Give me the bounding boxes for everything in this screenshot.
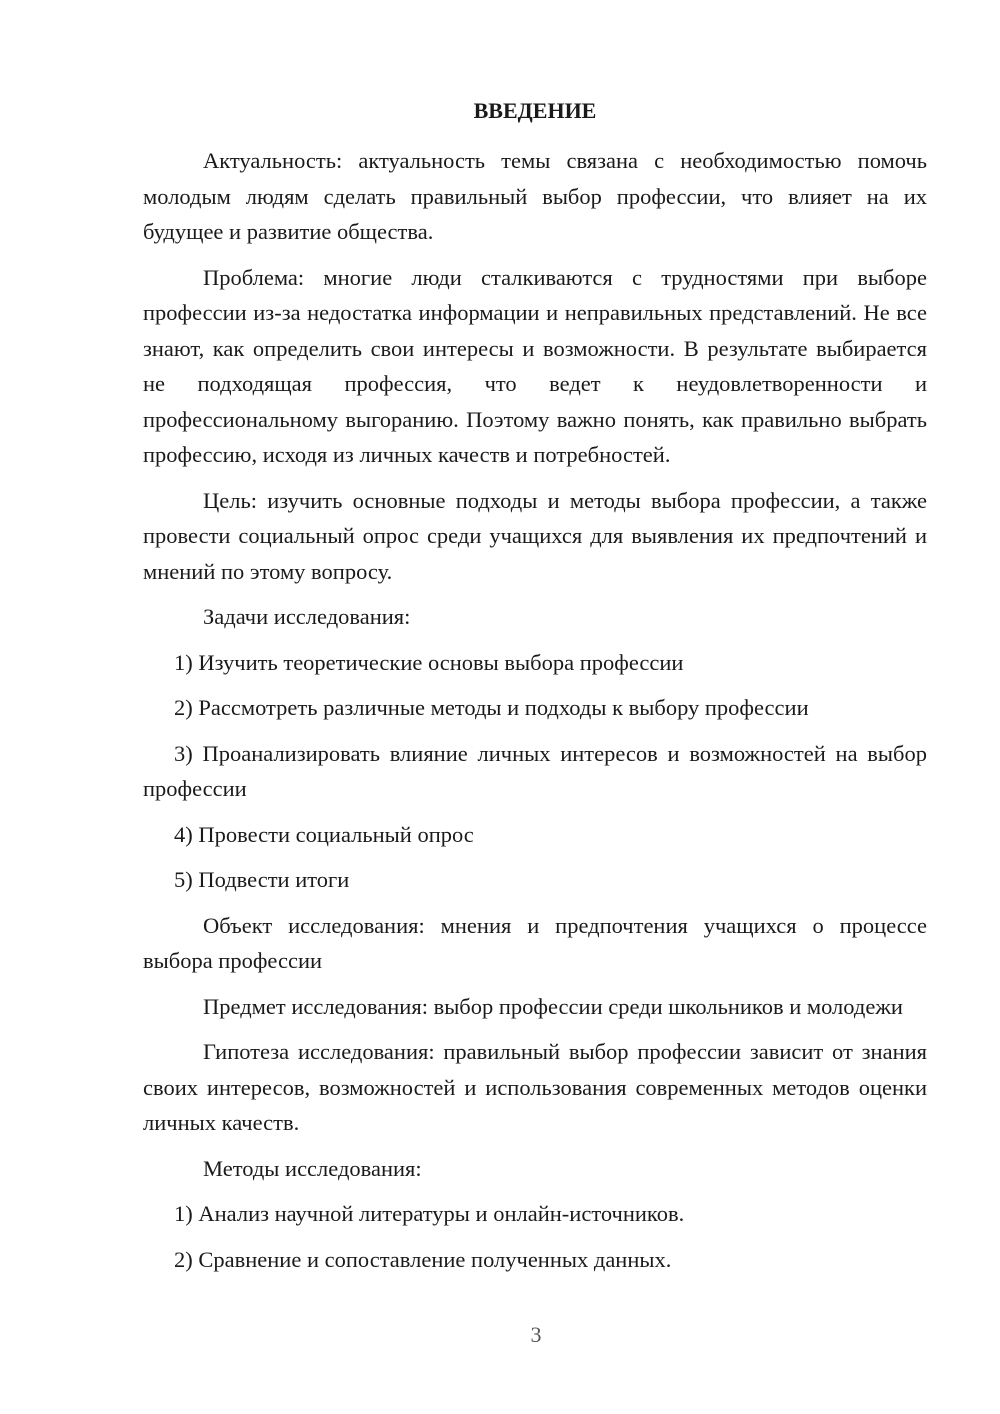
task-item: 1) Изучить теоретические основы выбора профессии xyxy=(174,649,684,675)
document-page xyxy=(143,93,927,1287)
page-number: 3 xyxy=(530,1322,542,1347)
method-item: 1) Анализ научной литературы и онлайн-источников. xyxy=(174,1201,685,1226)
object-paragraph: Объект исследования: мнения и предпочтения учащихся о процессе выбора профессии xyxy=(143,912,927,973)
methods-title: Методы исследования: xyxy=(203,1155,422,1181)
task-item: 3) Проанализировать влияние личных интересов и возможностей на выбор профессии xyxy=(143,740,927,801)
task-item: 4) Провести социальный опрос xyxy=(174,821,474,847)
subject-paragraph: Предмет исследования: выбор профессии среди школьников и молодежи xyxy=(203,993,903,1019)
goal-paragraph: Цель: изучить основные подходы и методы выбора профессии, а также провести социальный опрос среди учащихся для выявления их предпочтений и мнений по этому вопросу. xyxy=(143,487,927,584)
relevance-paragraph: Актуальность: актуальность темы связана с необходимостью помочь молодым людям сделать правильный выбор профессии, что влияет на их будущее и развитие общества. xyxy=(143,148,927,244)
method-item: 2) Сравнение и сопоставление полученных данных. xyxy=(174,1246,672,1272)
problem-paragraph: Проблема: многие люди сталкиваются с трудностями при выборе профессии из-за недостатка информации и неправильных представлений. Не все знают, как определить свои интересы и возможности. В результате выбирается не подходящая профессия, что ведет к неудовлетворенности и профессиональному выгоранию. Поэтому важно понять, как правильно выбрать профессию, исходя из личных качеств и потребностей. xyxy=(143,264,927,467)
task-item: 5) Подвести итоги xyxy=(174,867,350,892)
section-heading: ВВЕДЕНИЕ xyxy=(473,98,597,123)
task-item: 2) Рассмотреть различные методы и подходы к выбору профессии xyxy=(174,695,809,720)
hypothesis-paragraph: Гипотеза исследования: правильный выбор профессии зависит от знания своих интересов, возможностей и использования современных методов оценки личных качеств. xyxy=(143,1039,927,1135)
tasks-title: Задачи исследования: xyxy=(203,604,411,629)
